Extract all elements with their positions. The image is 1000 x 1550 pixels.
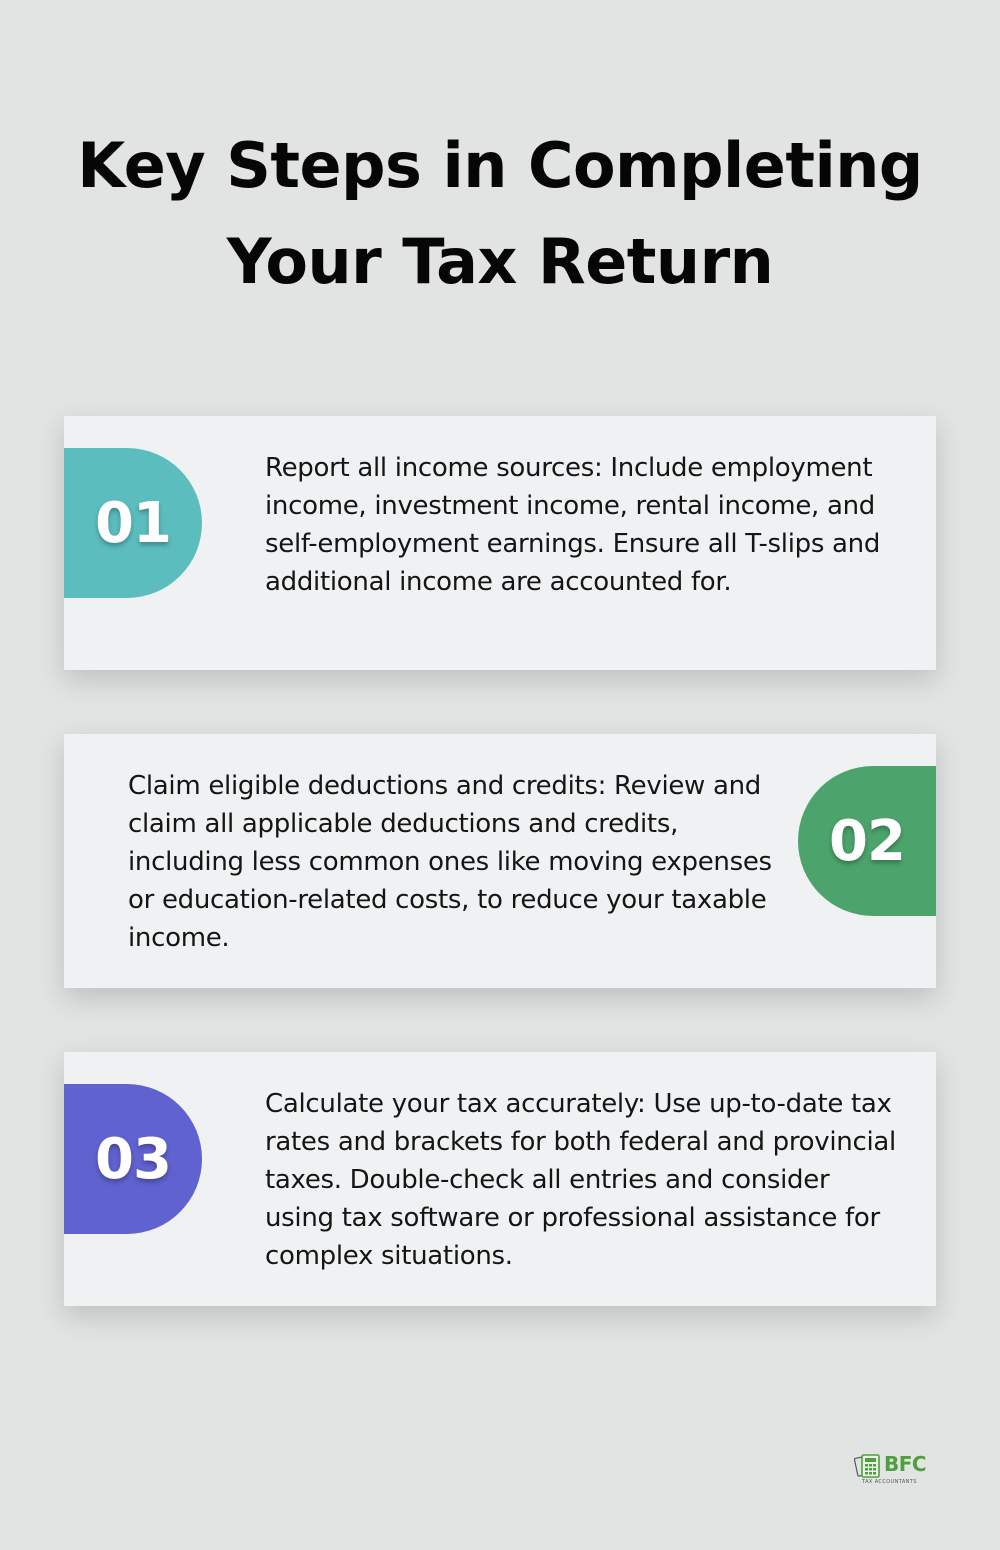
page-title-line-2: Your Tax Return	[226, 225, 774, 298]
step-card-3	[64, 1052, 936, 1306]
step-description-1: Report all income sources: Include employment income, investment income, rental income, and self-employment earnings. Ensure all T-slips and additional income are accounted for.	[265, 453, 881, 597]
company-logo	[854, 1452, 938, 1488]
step-description-3: Calculate your tax accurately: Use up-to-date tax rates and brackets for both federal and provincial taxes. Double-check all entries and consider using tax software or professional assistance for complex situations.	[265, 1089, 896, 1271]
step-card-2	[64, 734, 936, 988]
page-title	[0, 118, 1000, 310]
step-description-2: Claim eligible deductions and credits: Review and claim all applicable deductions and credits, including less common ones like moving expenses or education-related costs, to reduce your taxable income.	[128, 771, 772, 953]
page-title-line-1: Key Steps in Completing	[77, 129, 923, 202]
step-number-badge-3: 03	[64, 1084, 202, 1234]
logo-wordmark: BFC	[884, 1452, 927, 1476]
step-number-badge-2: 02	[798, 766, 936, 916]
calculator-icon	[854, 1452, 886, 1480]
step-number-badge-1: 01	[64, 448, 202, 598]
logo-tagline: TAX ACCOUNTANTS	[862, 1479, 917, 1485]
step-card-1	[64, 416, 936, 670]
